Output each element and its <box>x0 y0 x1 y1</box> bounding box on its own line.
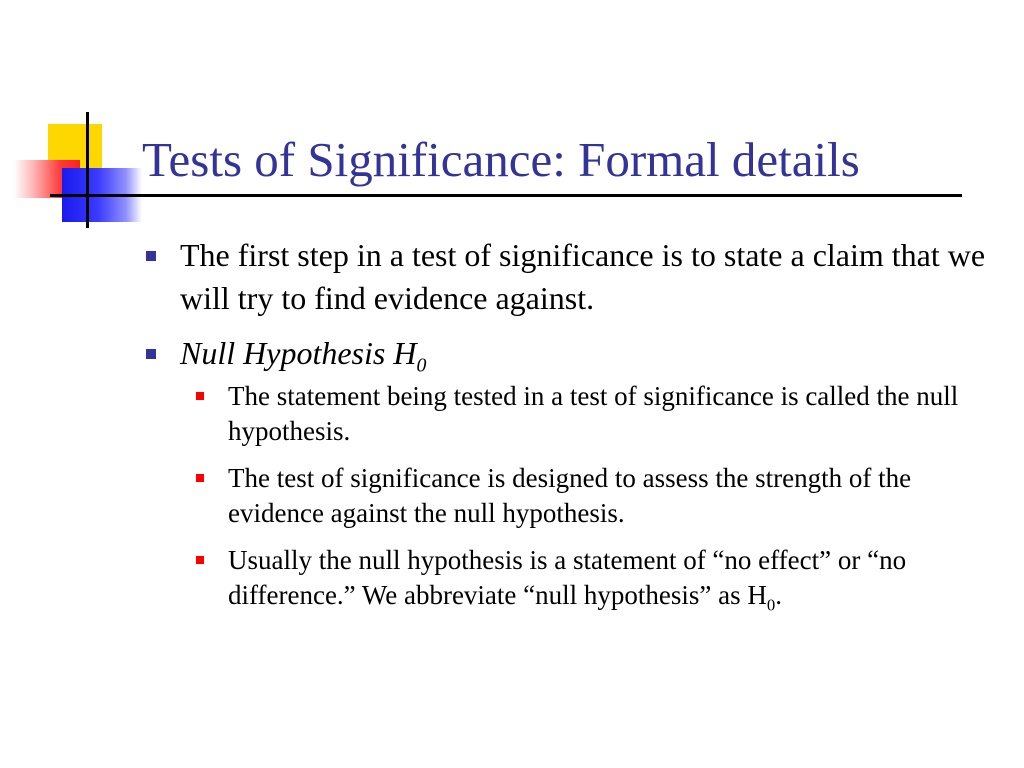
sub-bullet-text: The test of significance is designed to assess the strength of the evidence against the null hypothesis. <box>228 463 912 528</box>
sub-bullet-item <box>180 461 1004 531</box>
bullet-heading <box>180 335 427 377</box>
sub-bullet-suffix: . <box>775 580 782 610</box>
sub-bullet-text: Usually the null hypothesis is a statement of “no effect” or “no difference.” We abbreviate “null hypothesis” as H <box>228 545 907 610</box>
sub-bullet-list <box>180 379 1004 613</box>
square-bullet-icon <box>146 349 156 359</box>
slide-title: Tests of Significance: Formal details <box>142 132 860 187</box>
subscript: 0 <box>766 595 776 615</box>
square-bullet-icon <box>196 474 204 482</box>
subscript: 0 <box>416 354 427 377</box>
bullet-item <box>144 332 1004 613</box>
bullet-list <box>144 234 1004 625</box>
square-bullet-icon <box>196 392 204 400</box>
square-bullet-icon <box>196 556 204 564</box>
square-bullet-icon <box>146 251 156 261</box>
bullet-item <box>144 234 1004 320</box>
bullet-text: The first step in a test of significance is to state a claim that we will try to find evidence against. <box>180 237 986 316</box>
title-underline <box>50 194 962 197</box>
sub-bullet-item <box>180 379 1004 449</box>
sub-bullet-item <box>180 543 1004 613</box>
bullet-text: Null Hypothesis H <box>180 335 417 371</box>
sub-bullet-text: The statement being tested in a test of significance is called the null hypothesis. <box>228 381 959 446</box>
logo-vertical-line <box>86 112 89 228</box>
